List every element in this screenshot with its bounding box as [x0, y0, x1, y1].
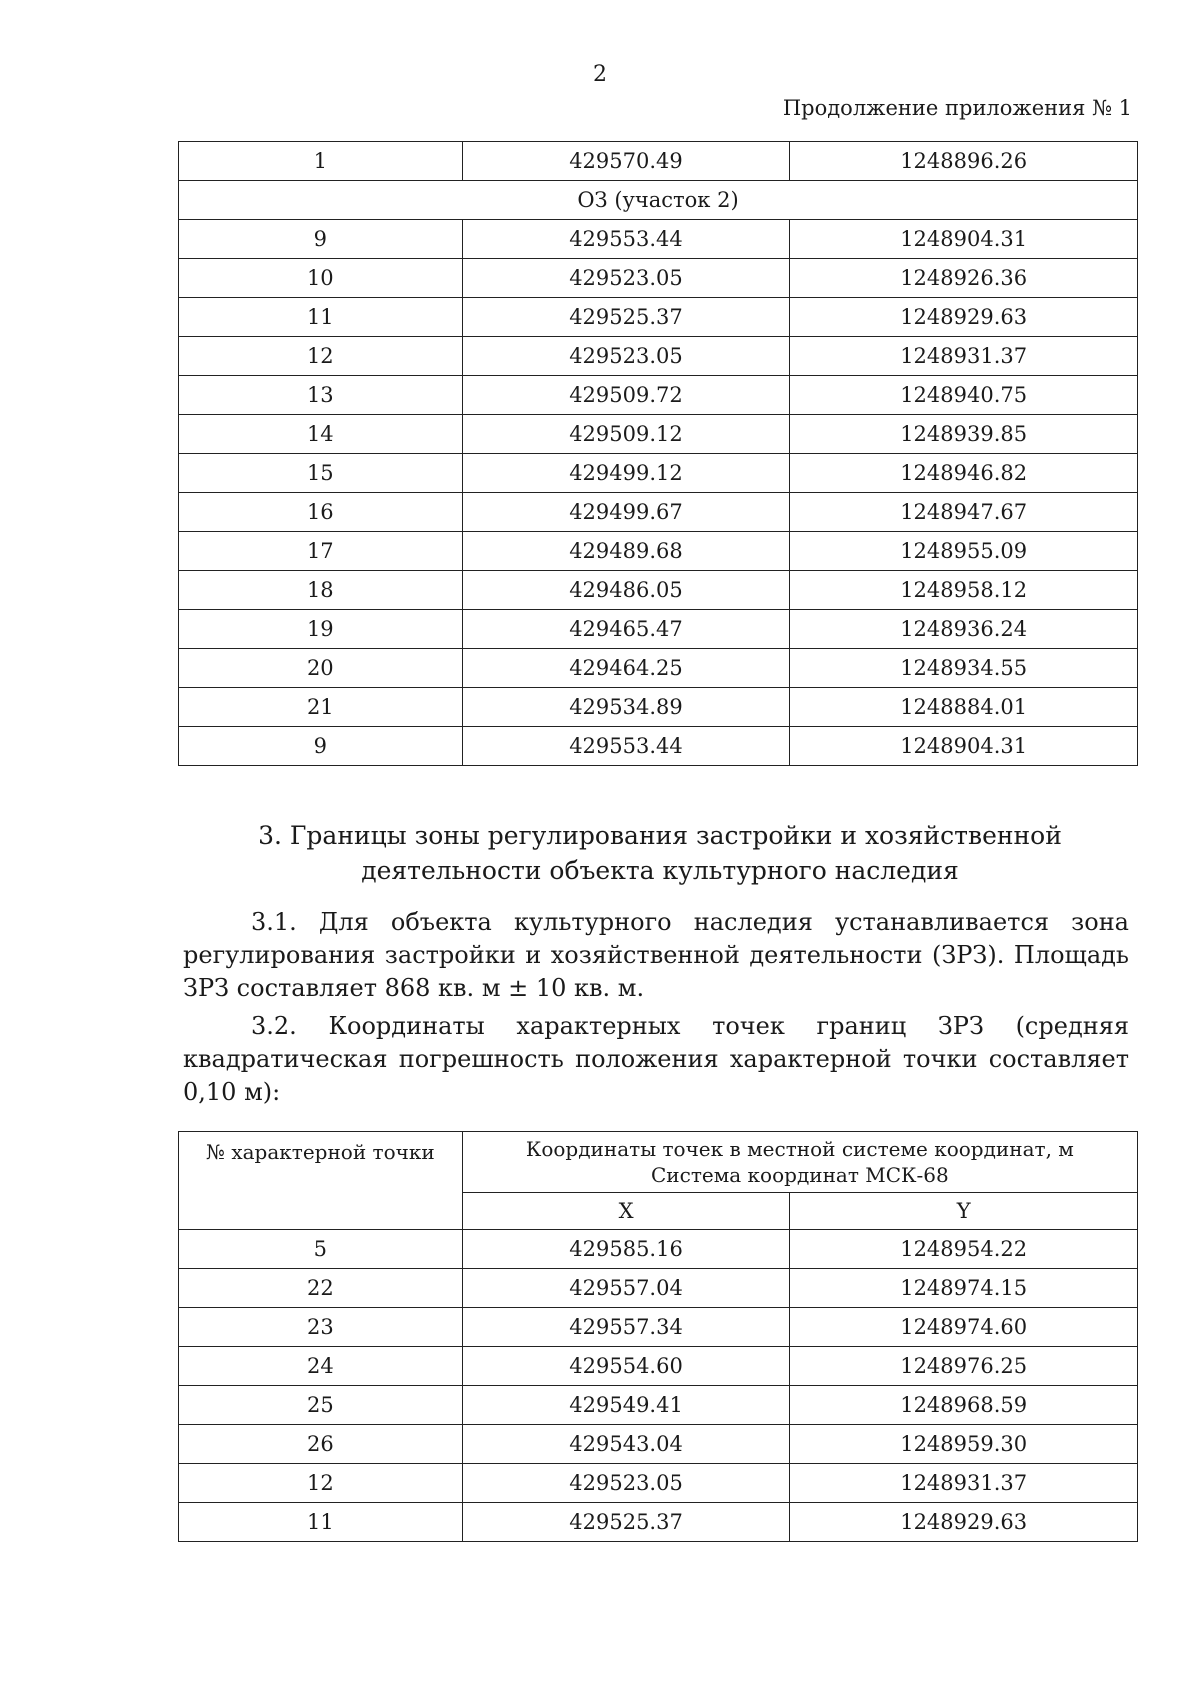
x-coordinate-cell: 429509.12 — [462, 415, 790, 454]
y-coordinate-cell: 1248884.01 — [790, 688, 1138, 727]
y-coordinate-cell: 1248940.75 — [790, 376, 1138, 415]
page-number: 2 — [593, 62, 607, 87]
table-row — [179, 727, 1138, 766]
y-coordinate-cell: 1248958.12 — [790, 571, 1138, 610]
table-row — [179, 1386, 1138, 1425]
y-coordinate-cell: 1248904.31 — [790, 727, 1138, 766]
y-coordinate-cell: 1248934.55 — [790, 649, 1138, 688]
table-row — [179, 1425, 1138, 1464]
y-coordinate-cell: 1248936.24 — [790, 610, 1138, 649]
point-number-cell: 20 — [179, 649, 463, 688]
table-row — [179, 298, 1138, 337]
point-number-cell: 9 — [179, 220, 463, 259]
paragraph-3-1 — [183, 906, 1129, 1005]
x-coordinate-cell: 429557.04 — [462, 1269, 790, 1308]
point-number-cell: 19 — [179, 610, 463, 649]
y-coordinate-cell: 1248974.15 — [790, 1269, 1138, 1308]
x-coordinate-cell: 429509.72 — [462, 376, 790, 415]
point-number-cell: 21 — [179, 688, 463, 727]
y-coordinate-cell: 1248926.36 — [790, 259, 1138, 298]
point-number-cell: 26 — [179, 1425, 463, 1464]
table-row — [179, 1269, 1138, 1308]
header-coordinates-line-1: Координаты точек в местной системе координат, м — [525, 1137, 1074, 1161]
point-number-cell: 10 — [179, 259, 463, 298]
table-row — [179, 532, 1138, 571]
header-y: Y — [790, 1193, 1138, 1230]
x-coordinate-cell: 429523.05 — [462, 259, 790, 298]
x-coordinate-cell: 429570.49 — [462, 142, 790, 181]
header-coordinates — [462, 1132, 1137, 1193]
paragraph-3-2-text: 3.2. Координаты характерных точек границ ЗРЗ (средняя квадратическая погрешность положения характерной точки составляет 0,10 м): — [183, 1012, 1129, 1106]
y-coordinate-cell: 1248929.63 — [790, 1503, 1138, 1542]
x-coordinate-cell: 429499.67 — [462, 493, 790, 532]
header-point-number: № характерной точки — [179, 1132, 463, 1230]
heading-line-2: деятельности объекта культурного наследия — [361, 856, 959, 885]
coordinates-table-oz — [178, 141, 1138, 766]
section-3-heading — [180, 818, 1140, 888]
x-coordinate-cell: 429534.89 — [462, 688, 790, 727]
y-coordinate-cell: 1248896.26 — [790, 142, 1138, 181]
y-coordinate-cell: 1248959.30 — [790, 1425, 1138, 1464]
table-row — [179, 376, 1138, 415]
y-coordinate-cell: 1248931.37 — [790, 337, 1138, 376]
paragraph-3-1-text: 3.1. Для объекта культурного наследия устанавливается зона регулирования застройки и хозяйственной деятельности (ЗРЗ). Площадь ЗРЗ составляет 868 кв. м ± 10 кв. м. — [183, 908, 1129, 1002]
x-coordinate-cell: 429486.05 — [462, 571, 790, 610]
section-label-cell: ОЗ (участок 2) — [179, 181, 1138, 220]
x-coordinate-cell: 429585.16 — [462, 1230, 790, 1269]
point-number-cell: 18 — [179, 571, 463, 610]
table-row — [179, 142, 1138, 181]
point-number-cell: 15 — [179, 454, 463, 493]
y-coordinate-cell: 1248947.67 — [790, 493, 1138, 532]
appendix-continuation-note: Продолжение приложения № 1 — [782, 96, 1132, 120]
y-coordinate-cell: 1248968.59 — [790, 1386, 1138, 1425]
y-coordinate-cell: 1248929.63 — [790, 298, 1138, 337]
table-row — [179, 610, 1138, 649]
table-row — [179, 259, 1138, 298]
x-coordinate-cell: 429549.41 — [462, 1386, 790, 1425]
x-coordinate-cell: 429523.05 — [462, 1464, 790, 1503]
point-number-cell: 14 — [179, 415, 463, 454]
x-coordinate-cell: 429465.47 — [462, 610, 790, 649]
table-row — [179, 220, 1138, 259]
x-coordinate-cell: 429464.25 — [462, 649, 790, 688]
y-coordinate-cell: 1248904.31 — [790, 220, 1138, 259]
table-row — [179, 415, 1138, 454]
table-row — [179, 454, 1138, 493]
coordinates-table-zrz — [178, 1131, 1138, 1542]
table-row — [179, 1503, 1138, 1542]
point-number-cell: 11 — [179, 298, 463, 337]
header-coordinates-line-2: Система координат МСК-68 — [650, 1163, 949, 1187]
section-label-row — [179, 181, 1138, 220]
point-number-cell: 5 — [179, 1230, 463, 1269]
x-coordinate-cell: 429554.60 — [462, 1347, 790, 1386]
point-number-cell: 1 — [179, 142, 463, 181]
y-coordinate-cell: 1248974.60 — [790, 1308, 1138, 1347]
x-coordinate-cell: 429525.37 — [462, 1503, 790, 1542]
table-row — [179, 1347, 1138, 1386]
table-row — [179, 337, 1138, 376]
point-number-cell: 12 — [179, 1464, 463, 1503]
y-coordinate-cell: 1248931.37 — [790, 1464, 1138, 1503]
y-coordinate-cell: 1248939.85 — [790, 415, 1138, 454]
paragraph-3-2 — [183, 1010, 1129, 1109]
x-coordinate-cell: 429553.44 — [462, 727, 790, 766]
table-row — [179, 493, 1138, 532]
x-coordinate-cell: 429525.37 — [462, 298, 790, 337]
y-coordinate-cell: 1248976.25 — [790, 1347, 1138, 1386]
point-number-cell: 22 — [179, 1269, 463, 1308]
table-row — [179, 571, 1138, 610]
y-coordinate-cell: 1248954.22 — [790, 1230, 1138, 1269]
x-coordinate-cell: 429557.34 — [462, 1308, 790, 1347]
x-coordinate-cell: 429499.12 — [462, 454, 790, 493]
point-number-cell: 9 — [179, 727, 463, 766]
header-x: X — [462, 1193, 790, 1230]
point-number-cell: 12 — [179, 337, 463, 376]
point-number-cell: 13 — [179, 376, 463, 415]
x-coordinate-cell: 429553.44 — [462, 220, 790, 259]
y-coordinate-cell: 1248955.09 — [790, 532, 1138, 571]
table-row — [179, 649, 1138, 688]
table-row — [179, 688, 1138, 727]
y-coordinate-cell: 1248946.82 — [790, 454, 1138, 493]
x-coordinate-cell: 429489.68 — [462, 532, 790, 571]
point-number-cell: 23 — [179, 1308, 463, 1347]
point-number-cell: 16 — [179, 493, 463, 532]
table-row — [179, 1230, 1138, 1269]
point-number-cell: 25 — [179, 1386, 463, 1425]
heading-line-1: 3. Границы зоны регулирования застройки и хозяйственной — [258, 821, 1062, 850]
x-coordinate-cell: 429543.04 — [462, 1425, 790, 1464]
point-number-cell: 11 — [179, 1503, 463, 1542]
point-number-cell: 17 — [179, 532, 463, 571]
table-row — [179, 1464, 1138, 1503]
table-row — [179, 1308, 1138, 1347]
x-coordinate-cell: 429523.05 — [462, 337, 790, 376]
point-number-cell: 24 — [179, 1347, 463, 1386]
